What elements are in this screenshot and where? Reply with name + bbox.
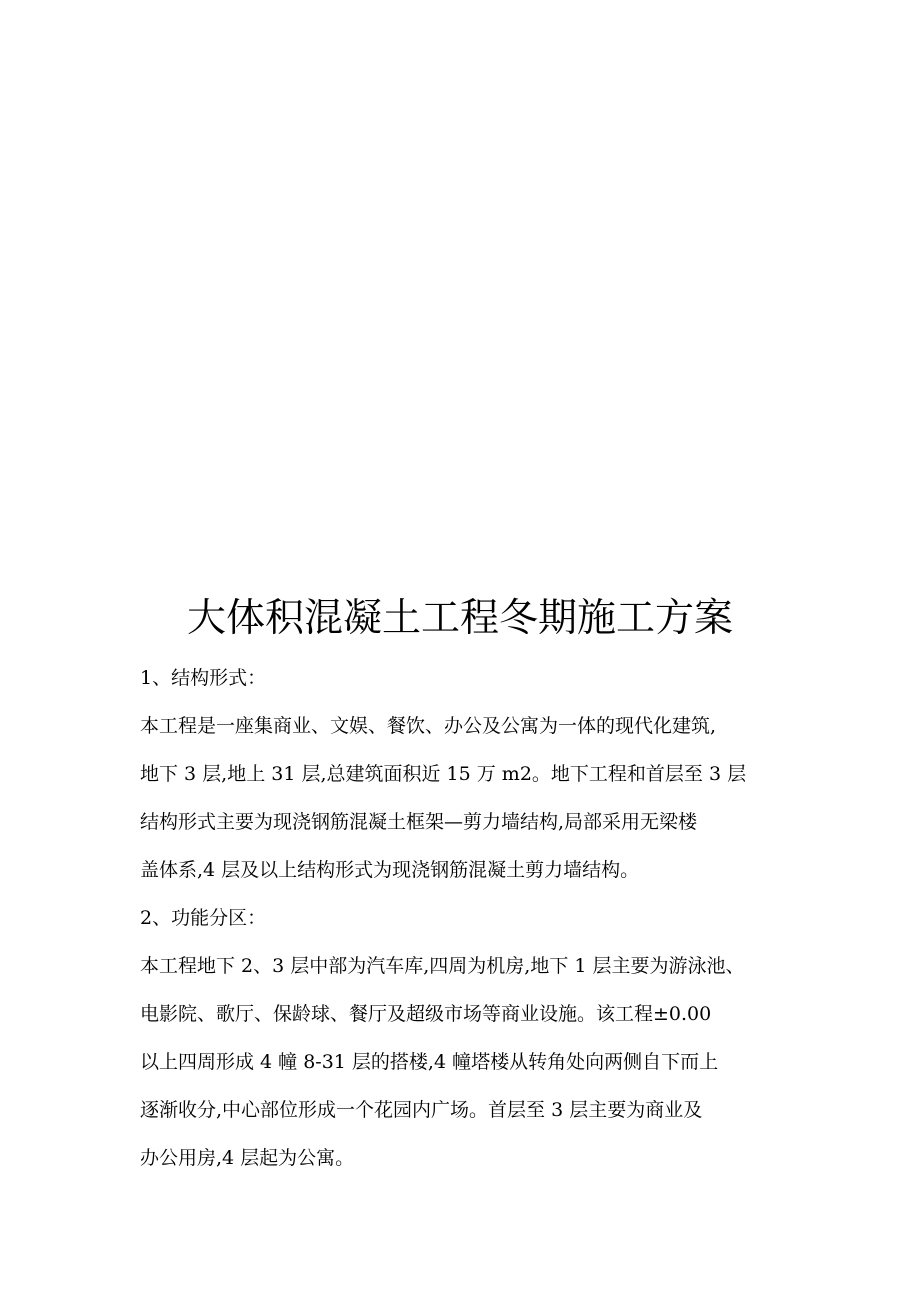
paragraph-line: 电影院、歌厅、保龄球、餐厅及超级市场等商业设施。该工程±0.00 [140,1003,712,1025]
paragraph-line: 本工程地下 2、3 层中部为汽车库,四周为机房,地下 1 层主要为游泳池、 [140,955,745,977]
paragraph-line: 结构形式主要为现浇钢筋混凝土框架—剪力墙结构,局部采用无梁楼 [140,811,698,833]
section-heading: 1、结构形式： [140,667,267,689]
paragraph-line: 地下 3 层,地上 31 层,总建筑面积近 15 万 m2。地下工程和首层至 3 层 [140,763,747,785]
paragraph-line: 办公用房,4 层起为公寓。 [140,1147,355,1169]
section-function-zones [140,894,790,1182]
section-structure [140,654,790,894]
section-heading: 2、功能分区： [140,907,267,929]
paragraph-line: 本工程是一座集商业、文娱、餐饮、办公及公寓为一体的现代化建筑, [140,715,717,737]
paragraph-line: 逐渐收分,中心部位形成一个花园内广场。首层至 3 层主要为商业及 [140,1099,703,1121]
document-body [140,654,790,1182]
paragraph-line: 以上四周形成 4 幢 8-31 层的搭楼,4 幢塔楼从转角处向两侧自下而上 [140,1051,719,1073]
document-title: 大体积混凝土工程冬期施工方案 [186,596,733,641]
paragraph-line: 盖体系,4 层及以上结构形式为现浇钢筋混凝土剪力墙结构。 [140,859,640,881]
